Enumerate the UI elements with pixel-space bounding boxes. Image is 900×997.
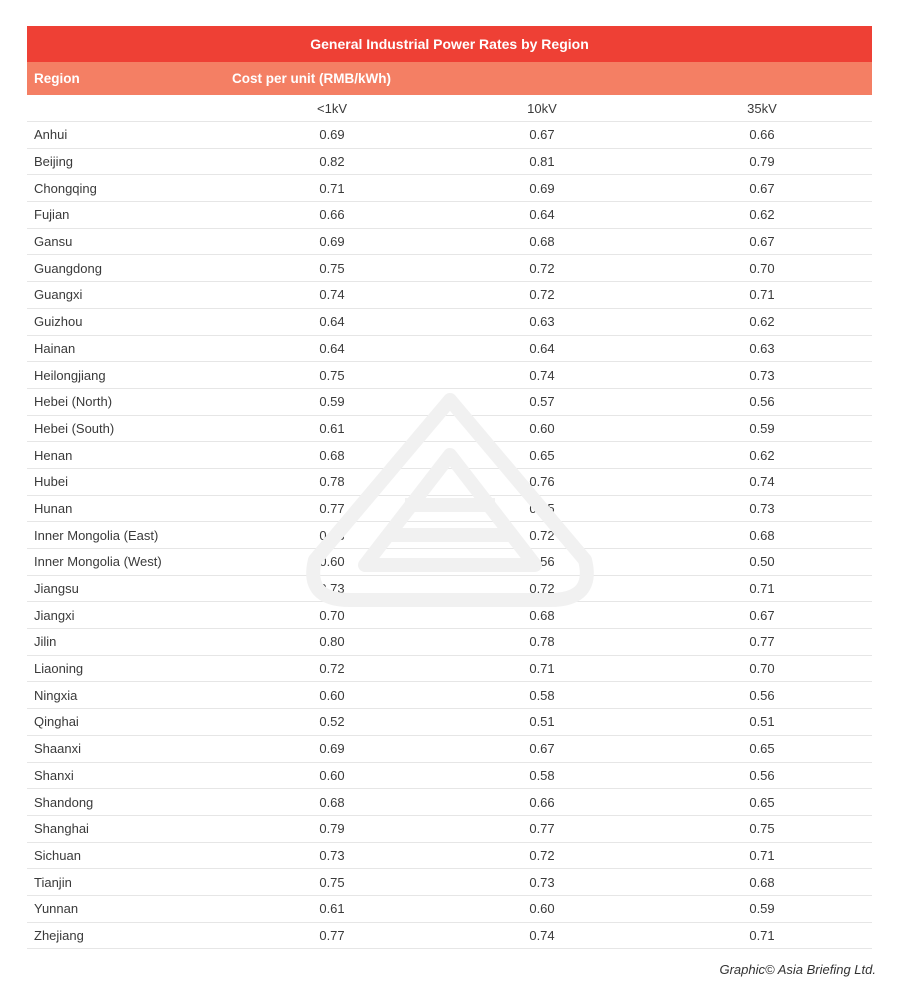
table-row xyxy=(27,602,872,629)
table-row xyxy=(27,149,872,176)
rate-cell: 0.64 xyxy=(319,340,345,356)
region-cell: Hubei xyxy=(34,474,68,490)
rate-cell: 0.56 xyxy=(749,394,775,410)
table-row xyxy=(27,576,872,603)
table-row xyxy=(27,442,872,469)
table-row xyxy=(27,202,872,229)
region-cell: Inner Mongolia (West) xyxy=(34,554,162,570)
rate-cell: 0.71 xyxy=(749,927,775,943)
table-row xyxy=(27,869,872,896)
rate-cell: 0.51 xyxy=(529,714,555,730)
region-cell: Sichuan xyxy=(34,847,81,863)
rate-cell: 0.75 xyxy=(749,821,775,837)
region-cell: Heilongjiang xyxy=(34,367,106,383)
region-cell: Guangdong xyxy=(34,260,102,276)
rate-cell: 0.58 xyxy=(529,767,555,783)
rate-cell: 0.78 xyxy=(319,474,345,490)
table-row xyxy=(27,469,872,496)
rate-cell: 0.75 xyxy=(319,874,345,890)
table-row xyxy=(27,682,872,709)
rate-cell: 0.60 xyxy=(319,767,345,783)
table-row xyxy=(27,896,872,923)
rate-cell: 0.72 xyxy=(529,847,555,863)
region-cell: Liaoning xyxy=(34,661,84,677)
rate-cell: 0.60 xyxy=(529,420,555,436)
region-cell: Shaanxi xyxy=(34,741,81,757)
column-header-35kv: 35kV xyxy=(747,100,777,116)
rate-cell: 0.79 xyxy=(749,154,775,170)
region-cell: Inner Mongolia (East) xyxy=(34,527,159,543)
rate-cell: 0.71 xyxy=(749,287,775,303)
table-row xyxy=(27,763,872,790)
rate-cell: 0.64 xyxy=(319,314,345,330)
rate-cell: 0.73 xyxy=(319,581,345,597)
rate-cell: 0.63 xyxy=(529,314,555,330)
rate-cell: 0.60 xyxy=(529,901,555,917)
rate-cell: 0.51 xyxy=(749,714,775,730)
region-cell: Henan xyxy=(34,447,73,463)
table-row xyxy=(27,549,872,576)
rate-cell: 0.68 xyxy=(749,874,775,890)
rate-cell: 0.67 xyxy=(749,234,775,250)
table-body xyxy=(27,122,872,949)
table-row xyxy=(27,416,872,443)
credit-text: Graphic© Asia Briefing Ltd. xyxy=(719,962,876,977)
rate-cell: 0.74 xyxy=(749,474,775,490)
rate-cell: 0.65 xyxy=(529,447,555,463)
rate-cell: 0.65 xyxy=(749,741,775,757)
rate-cell: 0.60 xyxy=(319,687,345,703)
rate-cell: 0.56 xyxy=(529,554,555,570)
rate-cell: 0.68 xyxy=(529,234,555,250)
rate-cell: 0.73 xyxy=(749,500,775,516)
table-row xyxy=(27,309,872,336)
table-row xyxy=(27,229,872,256)
rate-cell: 0.59 xyxy=(749,420,775,436)
rate-cell: 0.67 xyxy=(749,180,775,196)
rate-cell: 0.69 xyxy=(319,234,345,250)
rate-cell: 0.64 xyxy=(529,207,555,223)
table-row xyxy=(27,923,872,950)
rate-cell: 0.74 xyxy=(529,367,555,383)
table-row xyxy=(27,789,872,816)
rate-cell: 0.75 xyxy=(319,367,345,383)
table-row xyxy=(27,389,872,416)
rate-cell: 0.75 xyxy=(529,500,555,516)
rate-cell: 0.61 xyxy=(319,901,345,917)
rate-cell: 0.72 xyxy=(529,287,555,303)
region-cell: Beijing xyxy=(34,154,74,170)
table-row xyxy=(27,656,872,683)
rate-cell: 0.80 xyxy=(319,634,345,650)
rate-cell: 0.71 xyxy=(749,581,775,597)
cost-header: Cost per unit (RMB/kWh) xyxy=(232,71,391,86)
table-row xyxy=(27,736,872,763)
table-row xyxy=(27,122,872,149)
table-row xyxy=(27,336,872,363)
rate-cell: 0.73 xyxy=(529,874,555,890)
rate-cell: 0.70 xyxy=(749,661,775,677)
rate-cell: 0.68 xyxy=(319,447,345,463)
region-cell: Tianjin xyxy=(34,874,72,890)
rate-cell: 0.69 xyxy=(529,180,555,196)
rate-cell: 0.74 xyxy=(319,287,345,303)
rate-cell: 0.70 xyxy=(749,260,775,276)
rate-cell: 0.50 xyxy=(749,554,775,570)
rate-cell: 0.71 xyxy=(529,661,555,677)
rate-cell: 0.77 xyxy=(319,500,345,516)
rate-cell: 0.78 xyxy=(529,634,555,650)
rate-cell: 0.73 xyxy=(319,527,345,543)
table-row xyxy=(27,496,872,523)
table-row xyxy=(27,362,872,389)
rate-cell: 0.63 xyxy=(749,340,775,356)
rate-cell: 0.52 xyxy=(319,714,345,730)
rate-cell: 0.68 xyxy=(529,607,555,623)
rate-cell: 0.62 xyxy=(749,207,775,223)
rate-cell: 0.61 xyxy=(319,420,345,436)
rate-cell: 0.59 xyxy=(319,394,345,410)
rate-cell: 0.73 xyxy=(749,367,775,383)
region-cell: Shandong xyxy=(34,794,94,810)
region-cell: Shanghai xyxy=(34,821,89,837)
column-header-lt1kv: <1kV xyxy=(317,100,347,116)
region-cell: Guizhou xyxy=(34,314,83,330)
rate-cell: 0.82 xyxy=(319,154,345,170)
rate-cell: 0.81 xyxy=(529,154,555,170)
region-cell: Zhejiang xyxy=(34,927,84,943)
rates-table xyxy=(27,26,872,949)
rate-cell: 0.67 xyxy=(529,741,555,757)
rate-cell: 0.69 xyxy=(319,741,345,757)
rate-cell: 0.66 xyxy=(529,794,555,810)
rate-cell: 0.57 xyxy=(529,394,555,410)
region-cell: Ningxia xyxy=(34,687,78,703)
region-cell: Hebei (South) xyxy=(34,420,115,436)
rate-cell: 0.64 xyxy=(529,340,555,356)
rate-cell: 0.72 xyxy=(529,260,555,276)
column-header-10kv: 10kV xyxy=(527,100,557,116)
rate-cell: 0.71 xyxy=(749,847,775,863)
rate-cell: 0.60 xyxy=(319,554,345,570)
rate-cell: 0.62 xyxy=(749,447,775,463)
rate-cell: 0.67 xyxy=(529,127,555,143)
rate-cell: 0.62 xyxy=(749,314,775,330)
region-cell: Qinghai xyxy=(34,714,79,730)
rate-cell: 0.66 xyxy=(749,127,775,143)
rate-cell: 0.58 xyxy=(529,687,555,703)
region-cell: Jiangsu xyxy=(34,581,79,597)
rate-cell: 0.66 xyxy=(319,207,345,223)
rate-cell: 0.67 xyxy=(749,607,775,623)
region-cell: Anhui xyxy=(34,127,68,143)
region-cell: Hainan xyxy=(34,340,76,356)
rate-cell: 0.72 xyxy=(529,527,555,543)
table-row xyxy=(27,282,872,309)
region-cell: Fujian xyxy=(34,207,70,223)
rate-cell: 0.73 xyxy=(319,847,345,863)
rate-cell: 0.77 xyxy=(529,821,555,837)
rate-cell: 0.69 xyxy=(319,127,345,143)
region-cell: Shanxi xyxy=(34,767,74,783)
region-cell: Jilin xyxy=(34,634,57,650)
table-row xyxy=(27,175,872,202)
rate-cell: 0.74 xyxy=(529,927,555,943)
table-header xyxy=(27,62,872,95)
rate-cell: 0.56 xyxy=(749,767,775,783)
rate-cell: 0.76 xyxy=(529,474,555,490)
rate-cell: 0.72 xyxy=(319,661,345,677)
table-row xyxy=(27,255,872,282)
rate-cell: 0.77 xyxy=(319,927,345,943)
rate-cell: 0.71 xyxy=(319,180,345,196)
table-row xyxy=(27,709,872,736)
rate-cell: 0.59 xyxy=(749,901,775,917)
rate-cell: 0.72 xyxy=(529,581,555,597)
region-cell: Jiangxi xyxy=(34,607,75,623)
region-cell: Hebei (North) xyxy=(34,394,113,410)
rate-cell: 0.68 xyxy=(749,527,775,543)
rate-cell: 0.70 xyxy=(319,607,345,623)
rate-cell: 0.65 xyxy=(749,794,775,810)
rate-cell: 0.56 xyxy=(749,687,775,703)
rate-cell: 0.79 xyxy=(319,821,345,837)
region-cell: Gansu xyxy=(34,234,73,250)
table-row xyxy=(27,522,872,549)
voltage-subheader xyxy=(27,95,872,122)
table-title: General Industrial Power Rates by Region xyxy=(27,26,872,62)
table-row xyxy=(27,629,872,656)
table-row xyxy=(27,816,872,843)
region-header: Region xyxy=(34,71,80,86)
rate-cell: 0.68 xyxy=(319,794,345,810)
region-cell: Yunnan xyxy=(34,901,79,917)
region-cell: Chongqing xyxy=(34,180,97,196)
table-row xyxy=(27,843,872,870)
rate-cell: 0.77 xyxy=(749,634,775,650)
region-cell: Hunan xyxy=(34,500,73,516)
rate-cell: 0.75 xyxy=(319,260,345,276)
region-cell: Guangxi xyxy=(34,287,83,303)
